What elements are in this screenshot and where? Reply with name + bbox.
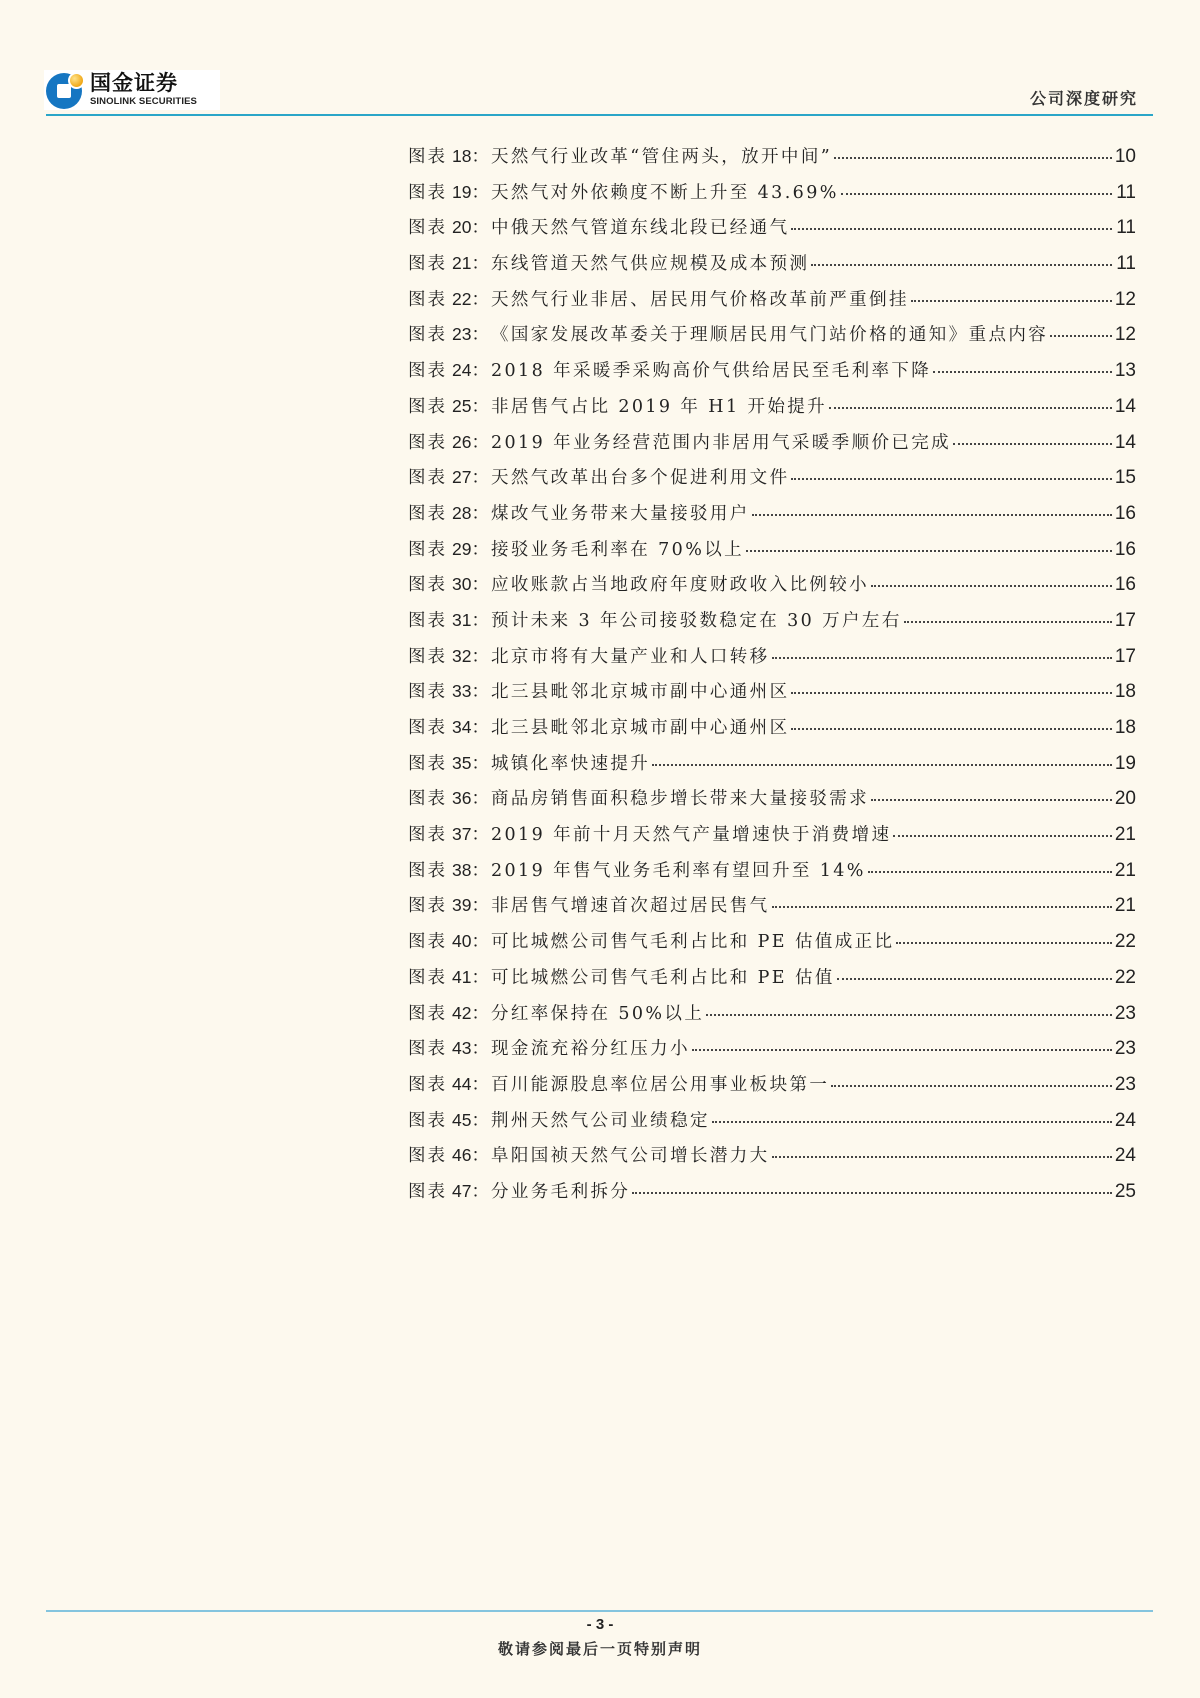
page-reference[interactable]: 12 — [1114, 324, 1136, 346]
logo-chinese-name: 国金证券 — [90, 71, 178, 96]
figure-title: 商品房销售面积稳步增长带来大量接驳需求 — [490, 789, 870, 810]
figure-colon: ： — [471, 682, 491, 703]
figure-number: 30 — [452, 574, 472, 595]
page-reference[interactable]: 23 — [1114, 1073, 1136, 1095]
figure-title: 2019 年售气业务毛利率有望回升至 14% — [490, 860, 866, 881]
page-reference[interactable]: 17 — [1114, 609, 1136, 631]
figure-number: 35 — [452, 752, 472, 773]
page-reference[interactable]: 13 — [1114, 360, 1136, 382]
figure-title: 2018 年采暖季采购高价气供给居民至毛利率下降 — [490, 361, 932, 382]
page-reference[interactable]: 24 — [1114, 1145, 1136, 1167]
toc-entry[interactable] — [408, 892, 1136, 928]
toc-entry[interactable] — [408, 1178, 1136, 1214]
figure-prefix: 图表 — [408, 147, 447, 167]
figure-label — [408, 179, 491, 204]
figure-title: 2019 年业务经营范围内非居用气采暖季顺价已完成 — [490, 432, 952, 453]
figure-title: 非居售气占比 2019 年 H1 开始提升 — [490, 396, 828, 417]
figure-prefix: 图表 — [408, 967, 447, 988]
toc-entry[interactable] — [408, 643, 1136, 679]
figure-title: 北京市将有大量产业和人口转移 — [490, 646, 770, 667]
figure-colon: ： — [471, 610, 491, 631]
dot-leader — [791, 478, 1112, 480]
figure-index-list — [408, 143, 1136, 1214]
figure-prefix: 图表 — [408, 1181, 447, 1202]
page-reference[interactable]: 19 — [1114, 752, 1136, 774]
figure-number: 33 — [452, 681, 472, 702]
figure-title: 荆州天然气公司业绩稳定 — [490, 1110, 710, 1131]
page-reference[interactable]: 22 — [1114, 966, 1136, 988]
dot-leader — [841, 193, 1112, 195]
page-header — [0, 0, 1200, 120]
figure-label — [408, 571, 491, 596]
dot-leader — [752, 514, 1112, 516]
figure-prefix: 图表 — [408, 218, 447, 239]
figure-number: 42 — [452, 1002, 472, 1023]
toc-entry[interactable] — [408, 1107, 1136, 1143]
figure-colon: ： — [471, 1110, 491, 1131]
logo-english-name: SINOLINK SECURITIES — [90, 96, 197, 108]
figure-colon: ： — [471, 789, 491, 810]
header-divider — [46, 114, 1153, 116]
toc-entry[interactable] — [408, 179, 1136, 215]
figure-number: 38 — [452, 859, 472, 880]
page-reference[interactable]: 22 — [1114, 931, 1136, 953]
page-reference[interactable]: 14 — [1114, 431, 1136, 453]
figure-label — [408, 464, 491, 489]
figure-prefix: 图表 — [408, 503, 447, 524]
dot-leader — [953, 443, 1112, 445]
figure-label — [408, 393, 491, 418]
figure-label — [408, 821, 491, 846]
page-reference[interactable]: 12 — [1114, 288, 1136, 310]
figure-prefix: 图表 — [408, 1146, 447, 1167]
figure-label — [408, 607, 491, 632]
figure-label — [408, 928, 491, 953]
figure-prefix: 图表 — [408, 539, 447, 560]
toc-entry[interactable] — [408, 429, 1136, 465]
figure-label — [408, 143, 491, 168]
sinolink-logo — [44, 70, 220, 110]
figure-label — [408, 536, 491, 561]
figure-label — [408, 357, 491, 382]
figure-colon: ： — [471, 1146, 491, 1167]
dot-leader — [829, 407, 1112, 409]
figure-number: 24 — [452, 360, 472, 381]
figure-title: 可比城燃公司售气毛利占比和 PE 估值 — [490, 967, 835, 988]
figure-number: 45 — [452, 1109, 472, 1130]
figure-colon: ： — [471, 468, 491, 489]
figure-label — [408, 678, 491, 703]
dot-leader — [772, 1156, 1112, 1158]
dot-leader — [652, 764, 1112, 766]
figure-title: 百川能源股息率位居公用事业板块第一 — [490, 1074, 830, 1095]
figure-number: 32 — [452, 645, 472, 666]
figure-colon: ： — [471, 1074, 491, 1095]
figure-number: 18 — [452, 146, 472, 166]
figure-number: 27 — [452, 467, 472, 488]
page-reference[interactable]: 14 — [1114, 395, 1136, 417]
figure-number: 28 — [452, 502, 472, 523]
figure-colon: ： — [471, 575, 491, 596]
toc-entry[interactable] — [408, 678, 1136, 714]
dot-leader — [1050, 335, 1112, 337]
figure-title: 现金流充裕分红压力小 — [490, 1039, 690, 1060]
figure-colon: ： — [471, 1181, 491, 1202]
figure-label — [408, 1000, 491, 1025]
figure-prefix: 图表 — [408, 575, 447, 596]
figure-number: 36 — [452, 788, 472, 809]
figure-prefix: 图表 — [408, 610, 447, 631]
figure-title: 北三县毗邻北京城市副中心通州区 — [490, 718, 790, 738]
figure-colon: ： — [471, 147, 491, 167]
figure-prefix: 图表 — [408, 932, 447, 953]
figure-title: 接驳业务毛利率在 70%以上 — [490, 539, 745, 560]
page-reference[interactable]: 16 — [1114, 538, 1136, 560]
dot-leader — [871, 585, 1112, 587]
dot-leader — [791, 728, 1112, 730]
figure-number: 25 — [452, 395, 472, 416]
figure-title: 天然气行业改革“管住两头，放开中间” — [490, 147, 833, 167]
toc-entry[interactable] — [408, 964, 1136, 1000]
toc-entry[interactable] — [408, 607, 1136, 643]
figure-label — [408, 500, 491, 525]
figure-prefix: 图表 — [408, 789, 447, 810]
figure-title: 北三县毗邻北京城市副中心通州区 — [490, 682, 790, 703]
page-reference[interactable]: 21 — [1114, 824, 1136, 846]
figure-label — [408, 785, 491, 810]
logo-icon — [44, 70, 84, 110]
dot-leader — [868, 871, 1112, 873]
dot-leader — [831, 1085, 1112, 1087]
figure-colon: ： — [471, 361, 491, 382]
figure-prefix: 图表 — [408, 1003, 447, 1024]
figure-number: 21 — [452, 253, 472, 274]
figure-label — [408, 286, 491, 311]
dot-leader — [904, 621, 1112, 623]
toc-entry[interactable] — [408, 286, 1136, 322]
figure-title: 煤改气业务带来大量接驳用户 — [490, 503, 750, 524]
figure-label — [408, 321, 491, 346]
figure-number: 34 — [452, 717, 472, 737]
figure-number: 43 — [452, 1038, 472, 1059]
figure-label — [408, 892, 491, 917]
page-number: - 3 - — [586, 1616, 614, 1633]
figure-colon: ： — [471, 825, 491, 846]
figure-prefix: 图表 — [408, 896, 447, 917]
figure-title: 2019 年前十月天然气产量增速快于消费增速 — [490, 825, 892, 846]
toc-entry[interactable] — [408, 821, 1136, 857]
figure-prefix: 图表 — [408, 182, 447, 203]
figure-title: 天然气对外依赖度不断上升至 43.69% — [490, 182, 839, 203]
toc-entry[interactable] — [408, 1142, 1136, 1178]
figure-label — [408, 429, 491, 454]
dot-leader — [837, 978, 1112, 980]
page-reference[interactable]: 20 — [1114, 788, 1136, 810]
figure-prefix: 图表 — [408, 289, 447, 310]
toc-entry[interactable] — [408, 321, 1136, 357]
figure-label — [408, 1035, 491, 1060]
figure-colon: ： — [471, 718, 491, 738]
toc-entry[interactable] — [408, 214, 1136, 250]
figure-number: 41 — [452, 966, 472, 987]
page-reference[interactable]: 23 — [1114, 1038, 1136, 1060]
page-reference[interactable]: 11 — [1116, 253, 1136, 275]
dot-leader — [772, 657, 1112, 659]
figure-colon: ： — [471, 325, 491, 346]
page-reference[interactable]: 25 — [1114, 1180, 1136, 1202]
disclaimer-note: 敬请参阅最后一页特别声明 — [497, 1640, 702, 1658]
figure-number: 23 — [452, 324, 472, 345]
figure-colon: ： — [471, 539, 491, 560]
figure-title: 分红率保持在 50%以上 — [490, 1003, 705, 1024]
page-reference[interactable]: 11 — [1116, 217, 1136, 239]
figure-label — [408, 1178, 491, 1203]
dot-leader — [772, 906, 1112, 908]
figure-colon: ： — [471, 289, 491, 310]
footer-divider — [46, 1610, 1153, 1612]
figure-colon: ： — [471, 646, 491, 667]
dot-leader — [791, 692, 1112, 694]
figure-label — [408, 250, 491, 275]
toc-entry[interactable] — [408, 1000, 1136, 1036]
toc-entry[interactable] — [408, 464, 1136, 500]
figure-number: 46 — [452, 1145, 472, 1166]
toc-entry[interactable] — [408, 571, 1136, 607]
page-reference[interactable]: 15 — [1114, 467, 1136, 489]
figure-colon: ： — [471, 753, 491, 774]
figure-label — [408, 1071, 491, 1096]
figure-title: 城镇化率快速提升 — [490, 753, 651, 774]
figure-number: 29 — [452, 538, 472, 559]
figure-prefix: 图表 — [408, 825, 447, 846]
figure-colon: ： — [471, 182, 491, 203]
figure-colon: ： — [471, 432, 491, 453]
figure-title: 非居售气增速首次超过居民售气 — [490, 896, 770, 917]
page-reference[interactable]: 18 — [1114, 717, 1136, 738]
figure-prefix: 图表 — [408, 254, 447, 275]
toc-entry[interactable] — [408, 143, 1136, 179]
toc-entry[interactable] — [408, 250, 1136, 286]
figure-label — [408, 714, 491, 739]
dot-leader — [811, 264, 1112, 266]
figure-number: 19 — [452, 181, 472, 202]
toc-entry[interactable] — [408, 714, 1136, 750]
figure-colon: ： — [471, 396, 491, 417]
page-reference[interactable]: 10 — [1114, 146, 1136, 167]
dot-leader — [911, 300, 1112, 302]
report-type-title: 公司深度研究 — [1029, 89, 1138, 108]
toc-entry[interactable] — [408, 1035, 1136, 1071]
figure-number: 22 — [452, 288, 472, 309]
figure-colon: ： — [471, 1039, 491, 1060]
figure-number: 44 — [452, 1073, 472, 1094]
figure-prefix: 图表 — [408, 361, 447, 382]
figure-number: 20 — [452, 217, 472, 238]
figure-prefix: 图表 — [408, 396, 447, 417]
page-reference[interactable]: 18 — [1114, 681, 1136, 703]
figure-title: 天然气改革出台多个促进利用文件 — [490, 468, 790, 489]
dot-leader — [896, 942, 1112, 944]
figure-colon: ： — [471, 967, 491, 988]
figure-prefix: 图表 — [408, 325, 447, 346]
figure-number: 39 — [452, 895, 472, 916]
figure-label — [408, 857, 491, 882]
dot-leader — [632, 1192, 1112, 1194]
toc-entry[interactable] — [408, 1071, 1136, 1107]
figure-prefix: 图表 — [408, 646, 447, 667]
toc-entry[interactable] — [408, 393, 1136, 429]
figure-label — [408, 1142, 491, 1167]
page-reference[interactable]: 11 — [1116, 181, 1136, 203]
page-reference[interactable]: 24 — [1114, 1109, 1136, 1131]
page-reference[interactable]: 16 — [1114, 574, 1136, 596]
figure-number: 37 — [452, 824, 472, 845]
figure-prefix: 图表 — [408, 432, 447, 453]
figure-label — [408, 964, 491, 989]
figure-colon: ： — [471, 503, 491, 524]
figure-prefix: 图表 — [408, 1039, 447, 1060]
toc-entry[interactable] — [408, 536, 1136, 572]
figure-label — [408, 750, 491, 775]
dot-leader — [746, 550, 1112, 552]
figure-colon: ： — [471, 218, 491, 239]
figure-colon: ： — [471, 254, 491, 275]
dot-leader — [834, 157, 1112, 159]
figure-title: 天然气行业非居、居民用气价格改革前严重倒挂 — [490, 289, 909, 310]
figure-number: 47 — [452, 1180, 472, 1201]
dot-leader — [791, 228, 1112, 230]
figure-label — [408, 643, 491, 668]
toc-entry[interactable] — [408, 750, 1136, 786]
figure-title: 可比城燃公司售气毛利占比和 PE 估值成正比 — [490, 932, 895, 953]
figure-prefix: 图表 — [408, 860, 447, 881]
page-reference[interactable]: 16 — [1114, 502, 1136, 524]
page-reference[interactable]: 17 — [1114, 645, 1136, 667]
figure-colon: ： — [471, 860, 491, 881]
toc-entry[interactable] — [408, 928, 1136, 964]
page-reference[interactable]: 23 — [1114, 1002, 1136, 1024]
figure-prefix: 图表 — [408, 718, 447, 738]
toc-entry[interactable] — [408, 357, 1136, 393]
figure-label — [408, 1107, 491, 1132]
page-reference[interactable]: 21 — [1114, 859, 1136, 881]
dot-leader — [712, 1121, 1112, 1123]
toc-entry[interactable] — [408, 500, 1136, 536]
figure-number: 26 — [452, 431, 472, 452]
figure-title: 应收账款占当地政府年度财政收入比例较小 — [490, 575, 870, 596]
figure-title: 《国家发展改革委关于理顺居民用气门站价格的通知》重点内容 — [490, 325, 1049, 346]
figure-prefix: 图表 — [408, 468, 447, 489]
figure-colon: ： — [471, 1003, 491, 1024]
toc-entry[interactable] — [408, 785, 1136, 821]
figure-colon: ： — [471, 896, 491, 917]
figure-prefix: 图表 — [408, 753, 447, 774]
dot-leader — [933, 371, 1112, 373]
toc-entry[interactable] — [408, 857, 1136, 893]
figure-number: 31 — [452, 609, 472, 630]
figure-prefix: 图表 — [408, 682, 447, 703]
dot-leader — [893, 835, 1112, 837]
figure-colon: ： — [471, 932, 491, 953]
figure-title: 预计未来 3 年公司接驳数稳定在 30 万户左右 — [490, 610, 902, 631]
dot-leader — [706, 1014, 1112, 1016]
figure-title: 分业务毛利拆分 — [490, 1181, 631, 1202]
figure-number: 40 — [452, 931, 472, 952]
page-reference[interactable]: 21 — [1114, 895, 1136, 917]
figure-title: 阜阳国祯天然气公司增长潜力大 — [490, 1146, 770, 1167]
figure-label — [408, 214, 491, 239]
figure-prefix: 图表 — [408, 1074, 447, 1095]
figure-prefix: 图表 — [408, 1110, 447, 1131]
figure-title: 中俄天然气管道东线北段已经通气 — [490, 218, 790, 239]
dot-leader — [692, 1049, 1112, 1051]
dot-leader — [871, 799, 1112, 801]
figure-title: 东线管道天然气供应规模及成本预测 — [490, 254, 810, 275]
